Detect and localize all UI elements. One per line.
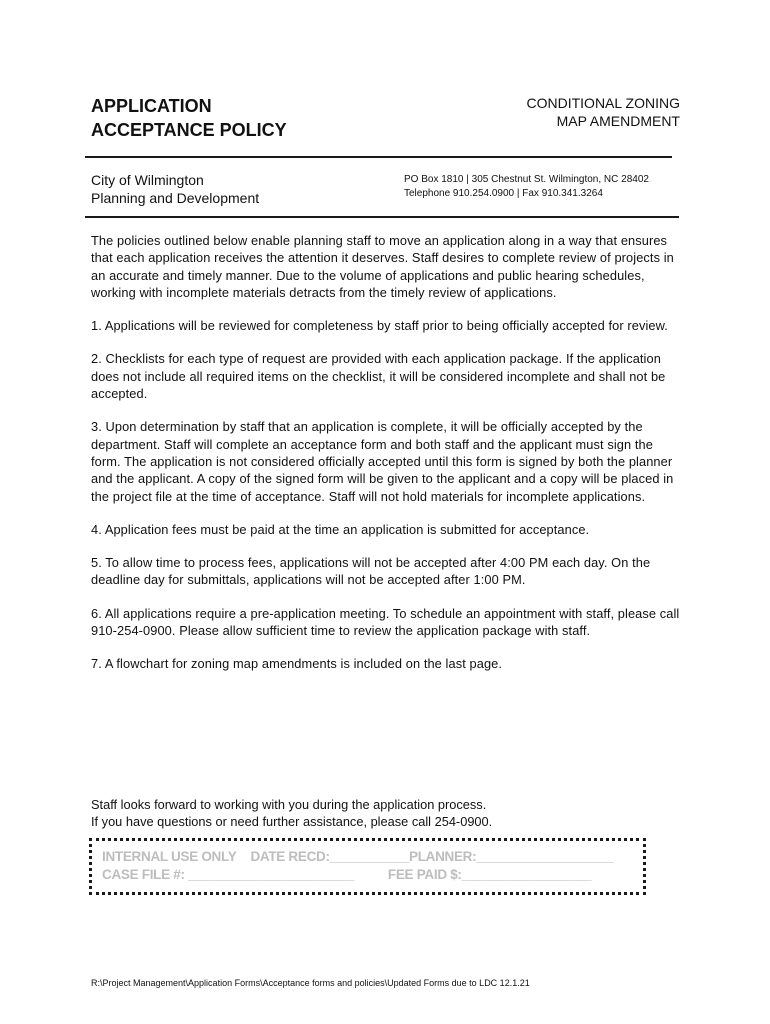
- page-title: [91, 94, 287, 142]
- header-divider: [85, 156, 672, 158]
- planner-field: PLANNER:___________________: [408, 849, 614, 864]
- internal-use-label: INTERNAL USE ONLY: [102, 849, 237, 864]
- organization-block: [91, 171, 259, 207]
- date-received-field: DATE RECD:___________: [250, 849, 409, 864]
- footer-file-path: R:\Project Management\Application Forms\Acceptance forms and policies\Updated Forms due to LDC 12.1.21: [91, 978, 530, 988]
- policy-item: 7. A flowchart for zoning map amendments is included on the last page.: [91, 656, 503, 672]
- policy-item: 2. Checklists for each type of request are provided with each application package. If the application does not include all required items on the checklist, it will be considered incomplete and shall not be accepted.: [91, 351, 666, 402]
- contact-address: PO Box 1810 | 305 Chestnut St. Wilmington, NC 28402: [404, 174, 649, 185]
- form-type-line-1: CONDITIONAL ZONING: [526, 95, 680, 111]
- policy-item: 4. Application fees must be paid at the time an application is submitted for acceptance.: [91, 521, 590, 537]
- closing-line-2: If you have questions or need further assistance, please call 254-0900.: [91, 814, 493, 830]
- policy-intro: The policies outlined below enable planning staff to move an application along in a way that ensures that each application receives the attention it deserves. Staff desires to complete review of projects in an accurate and timely manner. Due to the volume of applications and public hearing schedules, working with incomplete materials detracts from the timely review of applications.: [91, 233, 674, 300]
- title-line-2: ACCEPTANCE POLICY: [91, 120, 287, 140]
- title-line-1: APPLICATION: [91, 96, 212, 116]
- policy-item: 1. Applications will be reviewed for completeness by staff prior to being officially accepted for review.: [91, 318, 668, 334]
- closing-block: [91, 796, 683, 831]
- policy-body: [91, 232, 683, 689]
- internal-use-row-2: [102, 867, 591, 882]
- contact-divider: [85, 216, 679, 218]
- policy-item: 6. All applications require a pre-application meeting. To schedule an appointment with staff, please call 910-254-0900. Please allow sufficient time to review the application package with staff.: [91, 605, 680, 639]
- policy-item: 5. To allow time to process fees, applications will not be accepted after 4:00 PM each day. On the deadline day for submittals, applications will not be accepted after 1:00 PM.: [91, 555, 651, 588]
- closing-line-1: Staff looks forward to working with you during the application process.: [91, 797, 487, 812]
- contact-block: [404, 173, 649, 201]
- organization-department: Planning and Development: [91, 190, 260, 206]
- form-type-line-2: MAP AMENDMENT: [556, 113, 680, 129]
- fee-paid-field: FEE PAID $:__________________: [387, 867, 592, 882]
- contact-phone: Telephone 910.254.0900 | Fax 910.341.3264: [404, 188, 603, 199]
- internal-use-row-1: [102, 849, 613, 864]
- case-file-field: CASE FILE #: _______________________: [102, 867, 354, 882]
- form-type: [440, 94, 680, 130]
- internal-use-box: [89, 838, 646, 895]
- policy-item: 3. Upon determination by staff that an application is complete, it will be officially accepted by the department. Staff will complete an acceptance form and both staff and the applicant must sign the form. The application is not considered officially accepted until this form is signed by both the planner and the applicant. A copy of the signed form will be given to the applicant and a copy will be placed in the project file at the time of acceptance. Staff will not hold materials for incomplete applications.: [91, 419, 674, 504]
- organization-name: City of Wilmington: [91, 172, 204, 188]
